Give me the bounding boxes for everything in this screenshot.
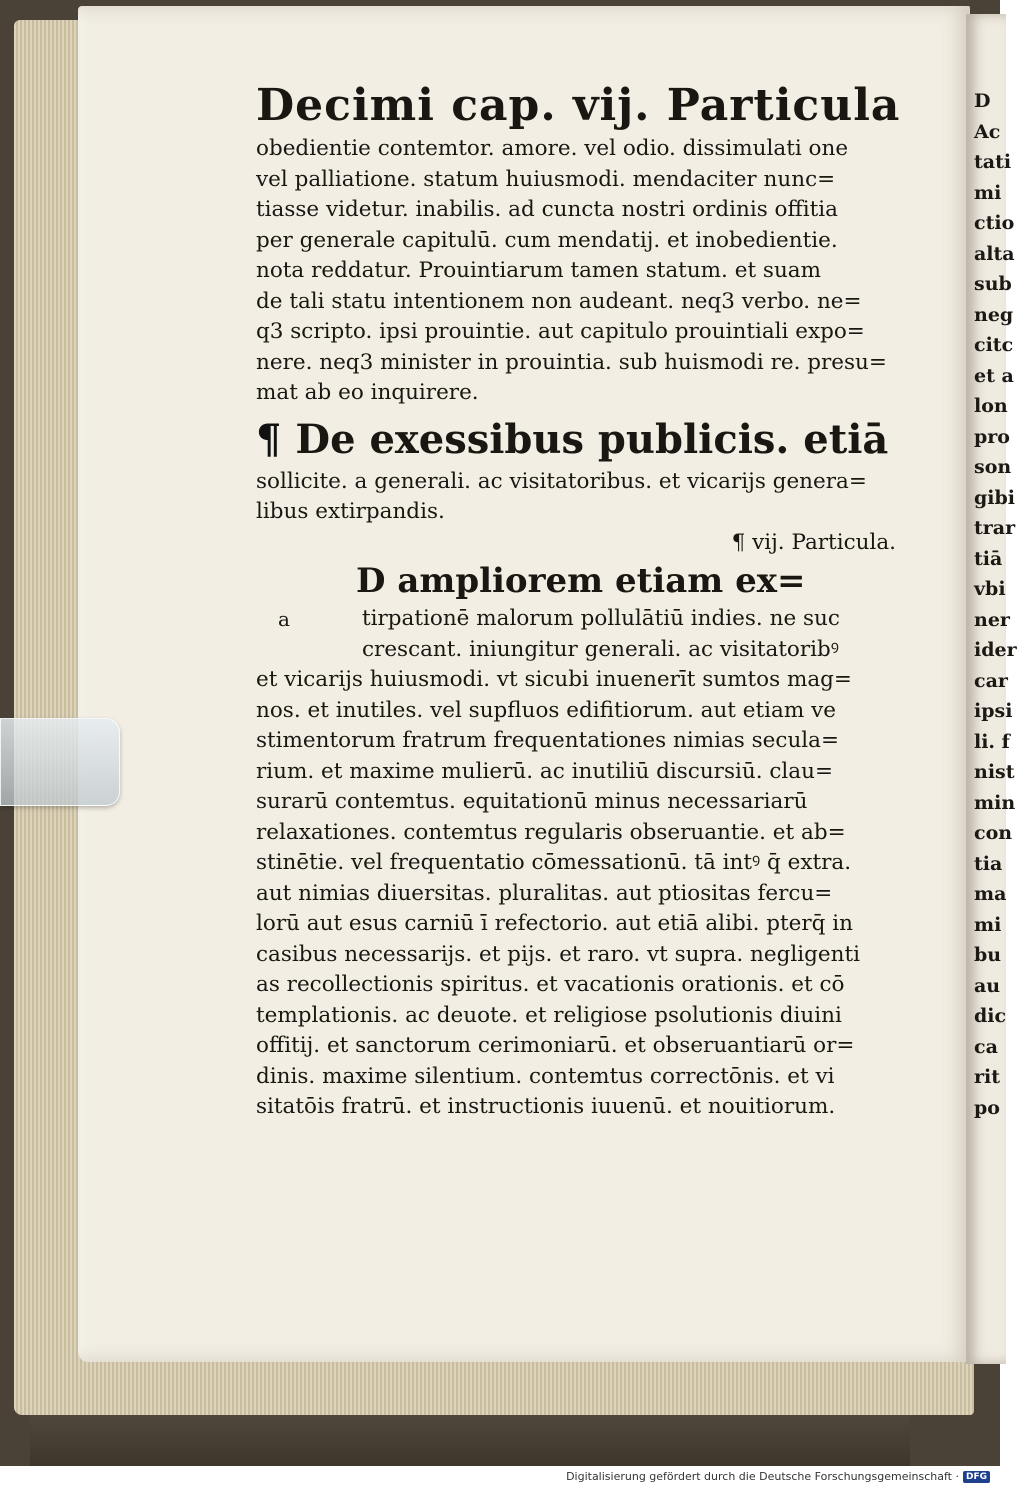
- page-heading: Decimi cap. vij. Particula: [256, 80, 901, 131]
- facing-line: D: [974, 90, 991, 112]
- facing-line: trar: [974, 517, 1016, 539]
- facing-line: ider: [974, 639, 1017, 661]
- facing-line: bu: [974, 944, 1002, 966]
- pilcrow-icon: ¶: [256, 415, 282, 463]
- text-line: libus extirpandis.: [256, 499, 445, 524]
- facing-line: mi: [974, 913, 1002, 936]
- text-line: templationis. ac deuote. et religiose psolutionis diuini: [256, 1002, 842, 1028]
- credit-text: Digitalisierung gefördert durch die Deutsche Forschungsgemeinschaft ·: [566, 1470, 959, 1483]
- facing-line: citc: [974, 334, 1014, 356]
- facing-line: rit: [974, 1066, 1001, 1088]
- facing-line: au: [974, 974, 1001, 997]
- facing-line: vbi: [974, 578, 1006, 600]
- particula-row: [256, 528, 896, 559]
- text-line: lorū aut esus carniū ī refectorio. aut etiā alibi. pterq̄ in: [256, 911, 853, 936]
- facing-line: car: [974, 669, 1008, 692]
- text-line: mat ab eo inquirere.: [256, 380, 479, 405]
- text-line: dinis. maxime silentium. contemtus correctōnis. et vi: [256, 1063, 835, 1089]
- facing-line: dic: [974, 1005, 1007, 1027]
- section-heading-text: De exessibus publicis. etiā: [295, 415, 889, 463]
- text-line: stimentorum fratrum frequentationes nimias secula=: [256, 728, 839, 753]
- text-line: sitatōis fratrū. et instructionis iuuenū. et nouitiorum.: [256, 1094, 836, 1119]
- facing-line: neg: [974, 303, 1014, 326]
- indented-lines: [256, 604, 896, 665]
- text-line: surarū contemtus. equitationū minus necessariarū: [256, 789, 808, 814]
- guide-letter: a: [278, 607, 290, 631]
- bookmark-strip: [0, 718, 120, 806]
- text-line: q3 scripto. ipsi prouintie. aut capitulo prouintiali expo=: [256, 319, 865, 344]
- facing-line: ner: [974, 608, 1010, 631]
- facing-line: alta: [974, 242, 1015, 265]
- text-line: nota reddatur. Prouintiarum tamen statum. et suam: [256, 258, 822, 283]
- facing-line: ma: [974, 883, 1007, 905]
- facing-line: mi: [974, 181, 1002, 204]
- section-subtitle: [256, 467, 896, 528]
- section-heading: [256, 413, 896, 467]
- text-line: nos. et inutiles. vel supfluos edifitiorum. aut etiam ve: [256, 697, 836, 723]
- text-line: tirpationē malorum pollulātiū indies. ne suc: [362, 606, 840, 631]
- facing-line: ctio: [974, 212, 1015, 234]
- text-line: offitij. et sanctorum cerimoniarū. et obseruantiarū or=: [256, 1033, 855, 1058]
- facing-line: Ac: [974, 120, 1001, 143]
- text-line: relaxationes. contemtus regularis obseruantie. et ab=: [256, 819, 846, 845]
- facing-line: sub: [974, 273, 1012, 295]
- text-line: tiasse videtur. inabilis. ad cuncta nostri ordinis offitia: [256, 197, 838, 222]
- facing-line: con: [974, 822, 1013, 844]
- facing-line: lon: [974, 395, 1008, 417]
- text-line: stinētie. vel frequentatio cōmessationū. tā intꝰ q̄ extra.: [256, 850, 852, 875]
- text-line: de tali statu intentionem non audeant. neq3 verbo. ne=: [256, 288, 862, 314]
- text-line: casibus necessarijs. et pijs. et raro. vt supra. negligenti: [256, 941, 860, 967]
- footer-bar: [0, 1466, 1000, 1490]
- text-line: nere. neq3 minister in prouintia. sub huismodi re. presu=: [256, 349, 887, 375]
- text-line: per generale capitulū. cum mendatij. et inobedientie.: [256, 227, 838, 253]
- facing-line: tia: [974, 852, 1003, 875]
- facing-line: ca: [974, 1035, 998, 1058]
- book-page: [78, 6, 970, 1362]
- body-paragraph-1: [256, 134, 896, 409]
- indented-block: [256, 604, 896, 665]
- page-text-block: [256, 78, 901, 1123]
- facing-line: et a: [974, 364, 1014, 387]
- facing-line: gibi: [974, 486, 1016, 509]
- facing-line: tati: [974, 151, 1012, 173]
- text-line: vel palliatione. statum huiusmodi. mendaciter nunc=: [256, 166, 836, 192]
- facing-line: po: [974, 1096, 1000, 1119]
- facing-line: nist: [974, 761, 1015, 783]
- text-line: rium. et maxime mulierū. ac inutiliū discursiū. clau=: [256, 758, 833, 784]
- text-line: as recollectionis spiritus. et vacationis orationis. et cō: [256, 972, 845, 997]
- dfg-logo-icon: DFG: [963, 1471, 990, 1483]
- particula-reference: ¶ vij. Particula.: [731, 529, 896, 555]
- facing-line: li. f: [974, 730, 1010, 753]
- initial-line: D ampliorem etiam ex=: [356, 561, 806, 601]
- text-line: et vicarijs huiusmodi. vt sicubi inuenerīt sumtos mag=: [256, 667, 852, 692]
- facing-page-text: [974, 86, 1017, 1123]
- facing-line: son: [974, 456, 1012, 478]
- facing-line: ipsi: [974, 700, 1013, 722]
- text-line: crescant. iniungitur generali. ac visitatoribꝰ: [362, 636, 839, 662]
- dfg-credit: [566, 1470, 990, 1483]
- facing-line: min: [974, 791, 1016, 814]
- facing-line: pro: [974, 425, 1010, 448]
- text-line: obedientie contemtor. amore. vel odio. dissimulati one: [256, 136, 849, 161]
- text-line: aut nimias diuersitas. pluralitas. aut ptiositas fercu=: [256, 880, 833, 906]
- facing-page: [966, 14, 1017, 1364]
- body-paragraph-2: [256, 665, 896, 1123]
- facing-line: tiā: [974, 547, 1003, 570]
- text-line: sollicite. a generali. ac visitatoribus. et vicarijs genera=: [256, 468, 867, 494]
